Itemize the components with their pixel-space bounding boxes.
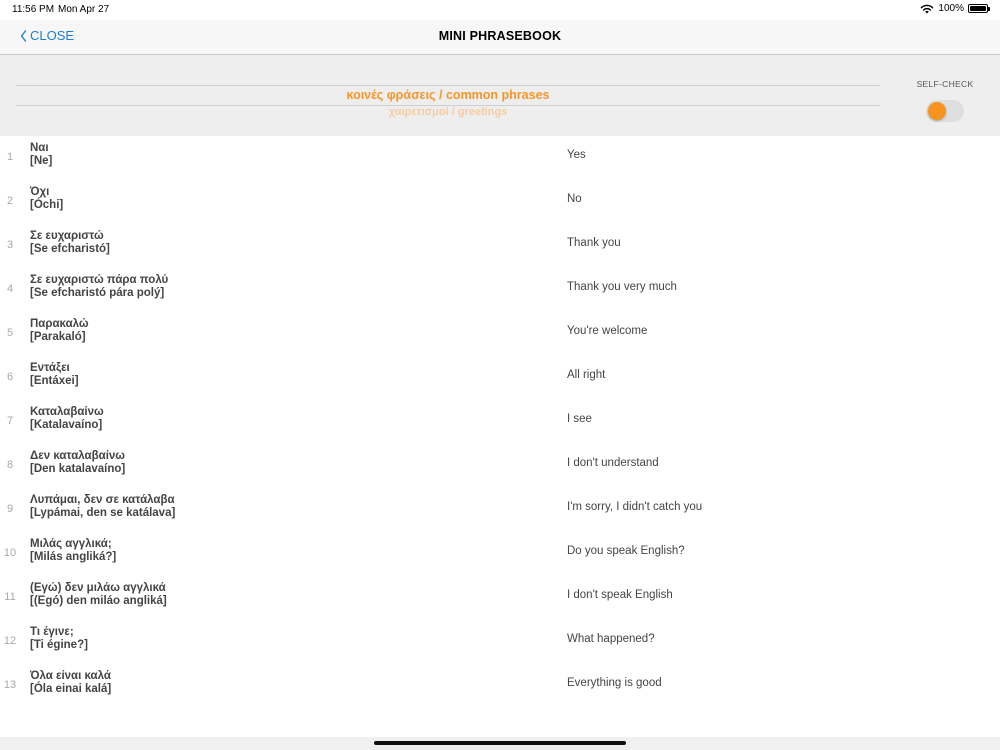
phrase-number: 5	[6, 327, 14, 339]
phrase-transliteration: [Ti égine?]	[30, 639, 88, 651]
phrase-english: Do you speak English?	[567, 545, 685, 557]
phrase-list	[0, 137, 1000, 737]
phrase-transliteration: [Ne]	[30, 155, 53, 167]
phrase-row[interactable]	[0, 225, 1000, 269]
status-time: 11:56 PM	[12, 4, 55, 15]
phrase-row[interactable]	[0, 357, 1000, 401]
phrase-english: Thank you very much	[567, 281, 677, 293]
wifi-icon	[920, 4, 934, 14]
phrase-transliteration: [Den katalavaíno]	[30, 463, 126, 475]
phrase-greek: Λυπάμαι, δεν σε κατάλαβα	[30, 494, 175, 506]
battery-percent: 100%	[938, 3, 964, 14]
category-picker-next[interactable]: χαιρετισμοί / greetings	[388, 106, 508, 118]
battery-icon	[968, 4, 988, 13]
phrase-number: 9	[6, 503, 14, 515]
phrase-number: 1	[6, 151, 14, 163]
phrase-english: I don't understand	[567, 457, 659, 469]
phrase-transliteration: [Entáxei]	[30, 375, 79, 387]
status-bar	[0, 0, 1000, 20]
page-title: MINI PHRASEBOOK	[438, 29, 562, 43]
phrase-greek: Σε ευχαριστώ	[30, 230, 104, 242]
phrase-number: 7	[6, 415, 14, 427]
phrase-transliteration: [Se efcharistó pára polý]	[30, 287, 165, 299]
phrase-english: What happened?	[567, 633, 655, 645]
status-date: Mon Apr 27	[58, 4, 110, 15]
phrase-number: 4	[6, 283, 14, 295]
phrase-greek: Παρακαλώ	[30, 318, 89, 330]
self-check-toggle[interactable]	[926, 100, 964, 122]
picker-divider-top	[16, 85, 880, 86]
close-label: CLOSE	[30, 28, 75, 43]
toggle-knob	[928, 102, 946, 120]
phrase-row[interactable]	[0, 269, 1000, 313]
phrase-transliteration: [Parakaló]	[30, 331, 86, 343]
phrase-english: Thank you	[567, 237, 621, 249]
phrase-greek: (Εγώ) δεν μιλάω αγγλικά	[30, 582, 166, 594]
phrase-greek: Ναι	[30, 142, 49, 154]
home-indicator[interactable]	[374, 741, 626, 745]
phrase-english: I'm sorry, I didn't catch you	[567, 501, 703, 513]
phrase-transliteration: [(Egó) den miláo angliká]	[30, 595, 167, 607]
phrase-row[interactable]	[0, 313, 1000, 357]
phrase-number: 12	[3, 635, 17, 647]
phrase-transliteration: [Óchi]	[30, 199, 64, 211]
phrase-greek: Εντάξει	[30, 362, 70, 374]
phrase-greek: Τι έγινε;	[30, 626, 74, 638]
phrase-greek: Μιλάς αγγλικά;	[30, 538, 112, 550]
phrase-transliteration: [Lypámai, den se katálava]	[30, 507, 176, 519]
phrase-transliteration: [Óla einai kalá]	[30, 683, 112, 695]
phrase-english: All right	[567, 369, 606, 381]
phrase-row[interactable]	[0, 401, 1000, 445]
phrase-transliteration: [Se efcharistó]	[30, 243, 110, 255]
phrase-number: 8	[6, 459, 14, 471]
phrase-english: I don't speak English	[567, 589, 673, 601]
phrase-number: 10	[3, 547, 17, 559]
phrase-row[interactable]	[0, 533, 1000, 577]
phrase-row[interactable]	[0, 137, 1000, 181]
phrase-english: Yes	[567, 149, 586, 161]
phrase-transliteration: [Milás angliká?]	[30, 551, 117, 563]
phrase-row[interactable]	[0, 665, 1000, 709]
phrase-greek: Όχι	[30, 186, 50, 198]
navigation-bar	[0, 20, 1000, 55]
phrase-number: 11	[4, 591, 16, 603]
phrase-greek: Σε ευχαριστώ πάρα πολύ	[30, 274, 169, 286]
phrase-number: 3	[6, 239, 14, 251]
phrase-english: Everything is good	[567, 677, 662, 689]
self-check-label: SELF-CHECK	[916, 79, 974, 89]
category-picker-selected[interactable]: κοινές φράσεις / common phrases	[346, 88, 550, 102]
phrase-row[interactable]	[0, 489, 1000, 533]
phrase-row[interactable]	[0, 577, 1000, 621]
phrase-greek: Όλα είναι καλά	[30, 670, 111, 682]
phrase-greek: Καταλαβαίνω	[30, 406, 104, 418]
phrase-number: 13	[3, 679, 17, 691]
phrase-row[interactable]	[0, 181, 1000, 225]
phrase-row[interactable]	[0, 621, 1000, 665]
bottom-bar	[0, 737, 1000, 750]
phrase-english: I see	[567, 413, 592, 425]
status-indicators	[920, 3, 988, 14]
phrase-number: 6	[6, 371, 14, 383]
phrase-english: You're welcome	[567, 325, 648, 337]
category-header	[0, 55, 1000, 136]
phrase-row[interactable]	[0, 445, 1000, 489]
phrase-greek: Δεν καταλαβαίνω	[30, 450, 126, 462]
phrase-english: No	[567, 193, 582, 205]
phrase-number: 2	[6, 195, 14, 207]
phrase-transliteration: [Katalavaíno]	[30, 419, 103, 431]
